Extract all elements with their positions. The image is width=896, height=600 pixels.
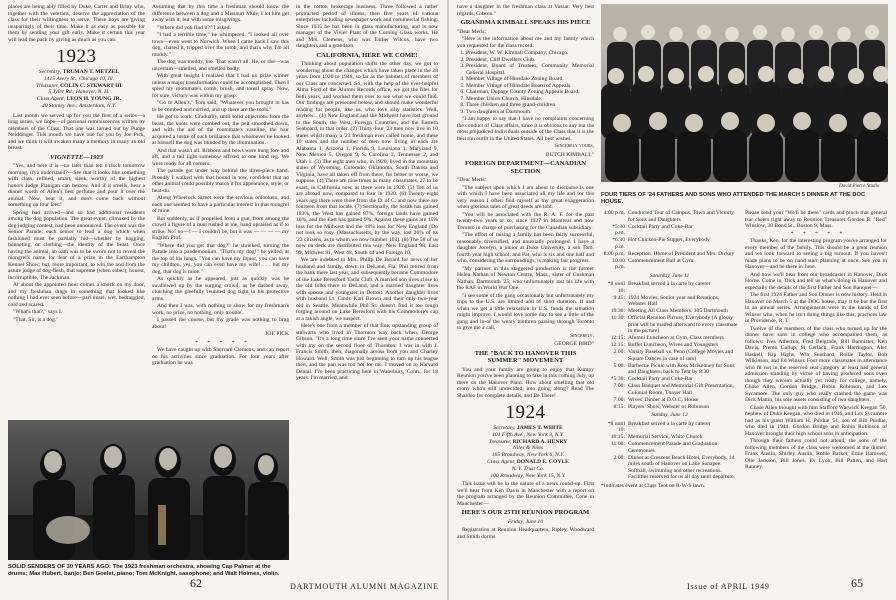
- paragraph: "I had a terrible time," he whimpered. "I looked all over town—even went to Norwich. When I came back I saw this dog, chased it, tripped over the tomb, and that's why I'm all muddy.": [152, 32, 289, 58]
- right-magazine-title: Issue of APRIL 1949: [687, 582, 770, 591]
- paragraph: I passed the course, but my grade was nothing to brag about!: [152, 317, 289, 330]
- signature-name: BUTCH KIMBALL": [545, 151, 594, 158]
- schedule-row: *8 until 10: Breakfast served à la carte by caterer: [607, 281, 711, 294]
- right-page: [449, 0, 896, 600]
- paragraph: You and your family are going to enjoy that Kumpy Reunion you've been planning to take in this coming July, up there on the Hanover Plain. How about smelling that old crony who's still undecided, into going along? Read The Shaldoo for complete details, and Be There!: [457, 366, 594, 399]
- schedule-row: 5:00: Barbecue Picnic with Ross McKenney for Sons and Daughters, back to Tent by 8:30: [613, 362, 735, 375]
- paragraph: Here's one from a member of that fine, upstanding group of stalwarts who lived in Thornton way back when, George Gibson. "It's a long time since I've seen your name connected with my on the second floor of Thornton. I was in with J. Francis Smith, then, diagonally across from you and Charley Howard. Well, Smith was just beginning to turn up his league then, and the pan was too hot for me. I moved on to Harvard Dental. I've been practicing here in Waterbury, Conn., for 18 years. I'm married, and: [296, 323, 438, 381]
- list-item: 5. Member Village of Hinsdale Board of Appeals.: [466, 83, 594, 90]
- paragraph: And that wasn't all. Ribbons and bows were hung fore and aft, and a tail light somehow affixed to one hind leg. We were ready for all comers.: [152, 147, 289, 167]
- list-item: 4. Member Village of Hinsdale Zoning Board.: [466, 76, 594, 83]
- paragraph: "I see some of the gang occasionally but unfortunately my trips to the U.S. are limited and of short duration. If and when we get a little relaxation in U.S. funds the situation might improve. I would love some day to see a little of the gang and in-of the weary brethren passing through Toronto to give me a call.: [457, 292, 594, 331]
- schedule-row: 2:00: Varsity Baseball vs. Penn (College Movies and Square Dances in case of rain): [613, 349, 734, 362]
- photo-credit: David Pierce Studio: [839, 184, 880, 189]
- saturday-schedule: [601, 281, 738, 410]
- treasurer-address: 5 Tyler Rd., Hanover, N. H.: [48, 89, 110, 96]
- schedule-row: 8:00 p.m. Reception, Home of President and Mrs. Dickey: [603, 250, 735, 257]
- paragraph: As quickly as he appeared, just as quickly was he swallowed up by the surging crowd, as he dashed away, clutching the gleefully reunited dog tight in his protective arms.: [152, 276, 289, 302]
- paragraph: Thanks, Ken, for the interesting program you've arranged for every member of the family. This should be a great reunion and we look forward to seeing a big turnout. If you haven't made plans to be on hand start planning at once. See you in Hanover—and be there in June.: [745, 238, 887, 270]
- kimball-list: [457, 50, 594, 115]
- section-heading: CALIFORNIA, HERE WE COME!: [316, 51, 418, 59]
- paragraph: This issue will be in the nature of a news round-up. First we'll hear from Ken Davis in Manchester with a report on the program arranged by the Reunion Committee, Cone in Manchester—: [457, 481, 594, 507]
- paragraph: "Dear Meris:: [457, 177, 487, 183]
- signature-closing: Sincerely,: [570, 332, 594, 339]
- right-column-1: [457, 4, 594, 541]
- paragraph: We have caught up with Sherrard Clemens, and can report on his activities since graduation. For four years after graduation he was: [152, 347, 289, 366]
- paragraph: in the cotton brokerage business. Three followed a rather protracted period of illness, then five years of various enterprises including newspaper work and commercial fishing. Since 1935 he has been in glass manufacturing, and is now manager of the Vivier Plant of the Corning Glass works. He and Mrs. Clemens, who was Esther Wilcox, have two daughters and a grandson.: [296, 4, 438, 49]
- paragraph: "Where did you find it?" I asked.: [157, 24, 231, 31]
- schedule-row: 7:00: Class Banquet and Memorial Gift Presentation, Colonial Room, Thayer Hall: [613, 383, 734, 396]
- paragraph: With great insight I realized that I had no prize winner unless a major transformation could be accomplished. Then I spied my roommate's comb, brush, and tonsil spray. Now, for sure, victory was within my grasp.: [152, 73, 289, 99]
- day-heading: Friday, June 10: [507, 518, 544, 525]
- schedule-row: 11:00: Commencement Parade and Graduation Ceremonies: [610, 441, 718, 454]
- signature-name: GEORGE BIRD": [554, 341, 594, 347]
- paragraph: But suddenly, as if propelled from a gun, from among the crowd a figure of a man rushed at me, hand upraised as if to strike. No! no—! — I couldn't be, but it was — — — — my English Prof.: [152, 215, 289, 241]
- sunday-schedule: [601, 421, 738, 481]
- paragraph: have a daughter in the freshman class at Vassar. Very best regards, Gibson.": [457, 4, 594, 17]
- agent-address: N. Y. Trust Co.: [511, 465, 545, 472]
- schedule-row: 11:30: Official Reunion Picture, Everybody (A glossy print will be mailed afterward to every classmate in the picture): [610, 315, 738, 334]
- secretary-address: 101 Fifth Ave., New York 3, N.Y.: [492, 431, 564, 438]
- class-secretary: Secretary, JAMES T. WHITE: [493, 425, 563, 431]
- paragraph: Twelve of the members of the class who turned up for the dinner have sons in college who accompanied them, as follows: Ives Atherton, Fred Belgrade, Bill Bannister, Ken Davis, Premo Gallup, Si Gerlach, Frank Harrington, Alec Haskell, Kip Highs, Win Southard, Rollie Taylor, Bob Wilkinson, and Ed Winsor. Four more classmates in attendance who fit not in the reserved seat category at least had general admission standing by virtue of having produced sons even though they weren't actually yet ready for college, namely, Chase Allen, Gordon Bridge, Robin Robinson, and Lex Sycamore. The only guy who really crashed the game was Dick Mattin, his sole assets consisting of two daughters.: [745, 325, 887, 403]
- section-heading: GRANDMA KIMBALL SPEAKS HIS PIECE: [460, 19, 591, 26]
- schedule-row: 10:15: Memorial Service, White Church: [610, 434, 703, 440]
- treasurer-address: Niles & Niles: [512, 445, 544, 452]
- fathers-sons-photo-caption: FOUR TIERS OF '24 FATHERS AND SONS WHO ATTENDED THE MARCH 5 DINNER AT THE DOC HOUSE.: [601, 192, 866, 205]
- paragraph: He got to work. Gradually, until solid objections from the beast, the knots were combed out, the pelt smoothed down, and with the aid of the roommate's vaseline, the hair acquired a lustre of such brilliance that whomever he looked at himself the dog was blinded by the illumination.: [152, 114, 289, 146]
- section-divider-stars: * * * * *: [790, 230, 847, 237]
- vignette-title: VIGNETTE—1923: [49, 153, 104, 161]
- left-column-1: [8, 4, 145, 324]
- day-heading: Sunday, June 12: [651, 412, 688, 418]
- friday-schedule: [601, 210, 738, 271]
- paragraph: "Yes, and here it is—no later than ten o'clock tomorrow morning, d'ya understand?—See that it looks like something with class, refined, smart, sleek, worthy of the highest honors Judge Flanigan can bestow. And if it smells, hear a dinner worth of Allen's best perfume and pour it over the animal. Now, beat it, and don't come back without something on four feet.": [8, 163, 145, 209]
- schedule-row: 2:00: Dinner at Crescent Beach Hotel, Everybody. 14 miles south of Hanover on Lake Sunapee. Softball, swimming and other recreations. Facilities reserved for us all day until departure.: [613, 454, 736, 480]
- list-item: 6. Chairman, Dupage County Zoning Appeals Board.: [466, 89, 594, 96]
- paragraph: Spring had arrived—and so had additional residents among the dog population. The great event, climaxed by the dog judging contest, had been announced. The event was the Senior Parade, each senior to lead a dog which when fashioned must be partially hid—whether by bagging, bonneting, or clothing—the identity of the beast. Once having the animal, an oath was to be sworn not to reveal the mongrel's name for fear of a prize in the Earthampton Kennel Show; but, more important, to win the nod from the astute judge of dog-flesh, that supreme (when sober), honest, incorruptible, The Jackman.: [8, 209, 145, 281]
- paragraph: "Go to Allen's," Tom said, "Whatever you brought in has to be combed and curried, and up there are the tools.": [152, 100, 289, 113]
- schedule-row: 9:45: 1924 Movies, Senior year and Reunions, Webster Hall: [613, 294, 720, 307]
- list-item: 9. Two daughters at Dartmouth.: [466, 109, 594, 116]
- paragraph: "My partner in this staggered production is the former Helen Nathan of Newton Centre, Mass., sister of Cushman Nathan, Dartmouth '25, who unfortunately lost his life with the RAF in World War One.: [457, 265, 594, 291]
- paragraph: The dog was muddy, too. That wasn't all. He, or she—was uncertain—smelled, and smelled badly.: [152, 59, 289, 72]
- day-heading: Saturday, June 11: [649, 272, 690, 279]
- paragraph: Through their fathers could not attend, the sons of the following members of the class were welcomed at the dinner: Frank Austin, Shirley Austin, Rollie Barker, Ernie Barovets, Otie Jackson, Bill Jones, Ev Lyon, Bill Patten, and Hart Ranney.: [745, 438, 887, 470]
- class-year-heading: 1924: [505, 402, 546, 423]
- paragraph: The first 1924 Father and Son Dinner is now history. Held in Hanover on March 5 at the DOC house, may it be but the first in an annual series. Arrangements were in the hands of Ed Winsor who, when he isn't doing things like this, practices law in Providence, R. I.: [745, 292, 887, 324]
- orchestra-photo-image: [8, 420, 289, 560]
- section-heading: HERE'S OUR 25TH REUNION PROGRAM: [461, 509, 590, 517]
- section-divider-stars: * * * * *: [195, 339, 251, 346]
- list-item: 3. President, Board of Trustees, Community Memorial General Hospital.: [466, 63, 594, 76]
- reunion-schedule-column: [601, 210, 738, 490]
- schedule-row: *8 until 10: Breakfast served à la carte by caterer: [607, 420, 711, 433]
- orchestra-photo: [8, 420, 289, 560]
- right-folio: [851, 576, 863, 591]
- right-column-3: [745, 210, 887, 472]
- paragraph: Assuming that by this time a freshman should know the difference between a dog and a Missouri Mule, I let him get away with it, but with some misgivings.: [152, 4, 289, 23]
- left-page: [0, 0, 447, 600]
- list-item: 8. Three children and three grand-children.: [466, 102, 594, 109]
- paragraph: Thinking about population shifts the other day, we got to wondering about the changes which have taken place in the 28 years from 1920 to 1948, so far as the habitats of members of our Class are concerned. So, with the help of the ever-helpful Alma Ford of the Alumni Records office, we got the files for both years, and worked them over to see what we could find. Our findings are presented below, and should make wonderful reading for people, like us, who love silly statistics. Well, anyhow... (1) New England and the Midwest have lost ground to the South, the West, Foreign Countries, and the Eastern Seaboard, in that order. (2) Thirty-four '23 men now live in 10 states which many a '23 freshman ever called home, and these 10 states and the number of men now living in each are Alabama 1, Arizona 1, Florida 9, Louisiana 1, Maryland 9, New Mexico 5, Oregon 9, S. Carolina 2, Tennessee 2, and Utah 1. (3) The eight men who, in 1920, lived in the mountain states of Wyoming, Colorado, Oklahoma, South Dakota and Virginia, have all taken off from there, for better or worse, we suppose. (4) There are nine times as many classmates, 27 to be exact, in California now, as there were in 1920. (5) Ten of us are abroad now, compared to four in 1920. (6) Twenty-eight years ago there were three from the D. of C. and now there are fourteen from that locale. (7) Sectionally, the South has gained 183%, the West has gained 87%, foreign lands have gained 16%, and the East has gained 9%. Against these gains are 15% loss for the Midwest and the 18% loss for New England (Do not look so rosy. (Massachusetts, by the way, lost 26% of its '23 citizens, as to whom we now number 103). (8) The 58 of us now on deck are distributed this way: New England 98, East 99, Midwest 91, West 48, South 44 and Foreign 10.: [296, 61, 438, 256]
- schedule-row: *5:30 p.m. Cocktail Party and Coke-Bar: [612, 223, 693, 236]
- paragraph: "The subject upon which I am about to discourse is one with which I have been associated all my life and for this very reason I often find myself at my great exaggeration when glorious tales of great deeds are told.: [457, 184, 594, 210]
- class-treasurer: Treasurer, COLIN C. STEWART III: [36, 82, 122, 89]
- author-signature: JOE PICK: [265, 331, 289, 337]
- paragraph: Please send your "We'll be there" cards and pinch that general tsar cheers right away to Reunion Treasurer Gordon B. "Red" Winslow, 30 Bond St., Boston 9, Mass.: [745, 210, 887, 229]
- orchestra-photo-caption: SOLID SENDERS OF 30 YEARS AGO: The 1923 freshman orchestra, showing Cap Palmer at the drums; Max Hubert, banjo; Ben Goelet, piano; Tom McKnight, saxophone; and Walt Holmes, violin.: [8, 564, 280, 577]
- schedule-row: *5:30: Cocktail Party and Coke-Bar: [610, 376, 693, 382]
- left-column-2: [152, 4, 289, 368]
- paragraph: Registration at Reunion Headquarters, Ripley, Woodward and Smith dorms: [457, 527, 594, 540]
- agent-address: 40 Stanley Ave., Amsterdam, N.Y.: [41, 102, 117, 109]
- paragraph: "What's that?," says I.: [13, 309, 63, 316]
- schedule-row: 10:00 p.m. Commencement Ball at Gym: [612, 257, 694, 270]
- page-number: 62: [190, 576, 202, 590]
- schedule-row: 12:15: Buffet Luncheon, Wives and Youngsters: [610, 342, 719, 348]
- fathers-sons-photo-image: [601, 4, 888, 182]
- paragraph: The parade got under way behind the three-piece band. Proudly I walked with that hound in tow, confident that no other animal could possibly match it for appearance, style, or heat-du.: [152, 168, 289, 194]
- paragraph: "I am happy to say that I have no complaints concerning the conduct of Class affairs, since it is obvious to any but the most prejudiced individuals outside of the Class that it is the best run outfit in the United States. All best wishes.: [457, 116, 594, 142]
- class-agent: Class Agent, DONALD E. COYLE: [487, 458, 569, 465]
- schedule-row: *6:30 p.m. Hot Chicken-Pie Supper, Everybody: [612, 237, 710, 250]
- schedule-footnote: *Indicates event at Class Tent on R-W-S lawn.: [601, 482, 706, 489]
- left-magazine-title: DARTMOUTH ALUMNI MAGAZINE: [290, 582, 439, 591]
- paragraph: Chase Allen brought with him Stafford Warwick Keegan '50, nephew of Duke Keegan, who died in 1946, and Lex Sycamore had as his guest William H. Purdue '51, son of Bill Purdue, who died in 1944. Gordon Bridge and Robin Robinson of Hanover brought their high school sons in anticipation.: [745, 404, 887, 437]
- paragraph: Along Wheelock Street were the envious onlookers, and each one seemed to have a particular interest in that mongrel of mine.: [152, 195, 289, 214]
- left-folio: [190, 576, 202, 591]
- paragraph: And then I was, with nothing to show for my freshman's work, no prize, no nothing, only trouble.: [152, 303, 289, 316]
- paragraph: "Dear Meris:: [457, 28, 487, 35]
- list-item: 7. Member Union Church, Hinsdale.: [466, 96, 594, 103]
- agent-address-2: 100 Broadway, New York 15, N.Y.: [490, 472, 566, 479]
- schedule-row: 10:30: Meeting All Class Members, 105 Dartmouth: [610, 308, 728, 314]
- secretary-address: 1415 Avery St., Chicago 10, Ill.: [43, 75, 115, 82]
- page-number: 65: [851, 576, 863, 590]
- section-heading: THE "BACK TO HANOVER THIS SUMMER" MOVEMENT: [474, 349, 577, 364]
- paragraph: "Here is the information about me and my family which you requested for the class record:: [457, 36, 594, 49]
- paragraph: "The effort of raising a family has been fairly successful, reasonably diversified, and unusually prolonged. I have a daughter Jocelyn, a junior at Duke University, a son Tom, fourth year high school; and Pat, who is six and one half and who, considering the surroundings, is making fair progress.: [457, 232, 594, 264]
- paragraph: "That, Sir, is a dog.": [13, 316, 59, 323]
- schedule-row: 7:00: Wives' Dinner at D.O.C. House: [613, 396, 699, 403]
- paragraph: Last month we served up for you the first of a series—a long series, we hope—of personal reminiscences written by members of the Class. That one was turned out by Pudge Neiddinger. This month we have one for you by Joe Pick, and we think it will awaken many a memory in many an old breast.: [8, 112, 145, 152]
- class-treasurer: Treasurer, RICHARD A. HENRY: [488, 438, 568, 445]
- schedule-row: 4:00 p.m. Conducted Tour of Campus, Town and Vicinity for Sons and Daughters: [603, 210, 734, 223]
- paragraph: At about the appointed hour comes a knock on my door, and my freshman drags in something that looked like nothing I had ever seen before—part tinsel, wet, bedraggled, cold and scared.: [8, 282, 145, 308]
- section-heading: FOREIGN DEPARTMENT—CANADIAN SECTION: [464, 160, 587, 175]
- left-column-3: [296, 4, 438, 383]
- class-secretary: Secretary, TRUMAN T. METZEL: [38, 69, 120, 75]
- schedule-row: 8:15: Players' Show, Webster or Robinson: [613, 403, 710, 410]
- list-item: 2. President, Cliff Dwellers Club.: [466, 57, 594, 64]
- class-year-heading: 1923: [56, 46, 97, 67]
- paragraph: "You will be associated with the R. A. F. for the past twenty-two years or so, since 1927 in Montreal and now Toronto in charge of purchasing for the Canadian subsidiary.: [457, 211, 594, 231]
- paragraph: We are indebted to Mrs. Philip De Berard for news of her husband and family, down in DeLand, Fla. Phil retired from the bank there last year, and subsequently became Commodore of the Lake Beresford Yacht Club. A married son lives close to the old folks there in DeLand, and a married daughter lives with spouse and youngster in Detroit. Another daughter lives with husband Lt. Cmdr. Karl Brown and their only two-year old in Seattle. Meanwhile Phil Sr. doesn't find it too tough forging around on Lake Beresford with his Commodore's cap at a rakish angle, we suspect.: [296, 257, 438, 322]
- paragraph: "Where did you get that dog?" he shrieked, turning the Parade into a pandemonium. "That's my dog!" he yelled, at the top of his lungs. "You can have my liquor, you can have my children, yes, you can even have my wife! . . . but my dog, that dog is mine.": [152, 242, 289, 275]
- list-item: 1. President, W. W. Kimball Company, Chicago.: [466, 50, 594, 57]
- treasurer-address-2: 165 Broadway, New York 6, N.Y.: [491, 452, 565, 459]
- intro-paragraph: places are being ably filled by Duke, Carter and Briny who, together with the veterans, deserve the appreciation of the class for their willingness to serve. These boys are giving unsparingly of their time. Make it as easy as possible for them by sending your gift early. Make it certain this year will lead the pack by giving as much as you can.: [8, 4, 145, 43]
- paragraph: And now we'll hear from our broadcaster in Hanover, Dick Horne. Come in, Dick and tell us what's doing in Hanover and especially the details of the first Father and Son Banquet—: [745, 271, 887, 291]
- signature-closing: Sincerely yours,: [555, 143, 594, 149]
- schedule-row: 12:15: Alumni Luncheon at Gym, Class members: [610, 335, 724, 341]
- fathers-sons-photo: [601, 4, 888, 182]
- class-agent: Class Agent, LEON H. YOUNG JR.: [36, 96, 122, 103]
